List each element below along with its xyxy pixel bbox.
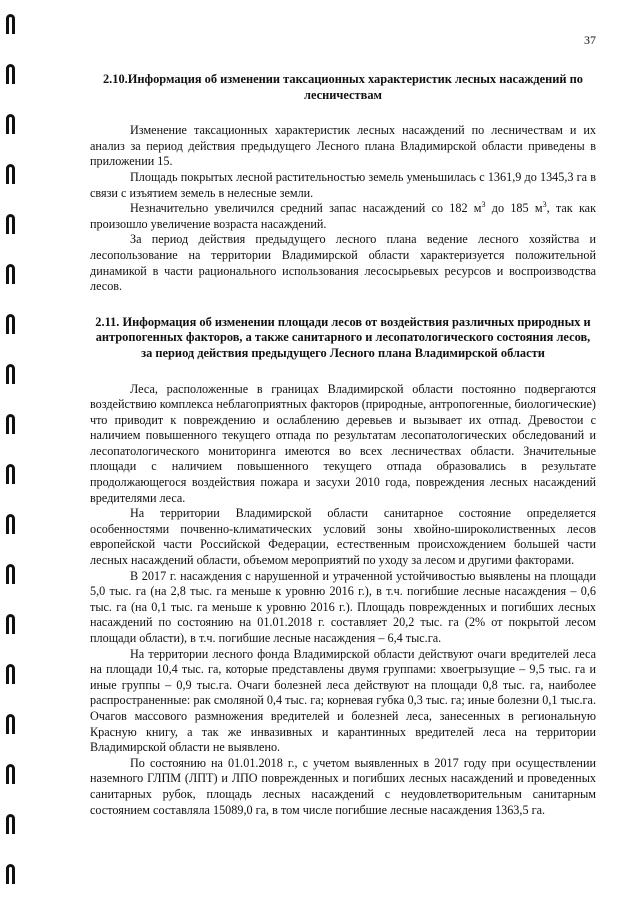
binding-ring — [6, 564, 15, 584]
binding-ring — [6, 864, 15, 884]
binding-ring — [6, 814, 15, 834]
page-number: 37 — [584, 33, 596, 47]
binding-ring — [6, 64, 15, 84]
binding-ring — [6, 464, 15, 484]
binding-ring — [6, 164, 15, 184]
binding-ring — [6, 364, 15, 384]
binding-ring — [6, 664, 15, 684]
superscript: 3 — [542, 200, 547, 210]
binding-ring — [6, 514, 15, 534]
superscript: 3 — [481, 200, 486, 210]
binding-ring — [6, 614, 15, 634]
binding-ring — [6, 114, 15, 134]
spiral-binding — [6, 0, 22, 905]
paragraph: На территории лесного фонда Владимирской области действуют очаги вредителей леса на площади 10,4 тыс. га, которые представлены двумя группами: хвоегрызущие – 9,5 тыс. га и иные группы – 0,9 тыс.га. Очаги болезней леса действуют на площади 0,8 тыс. га, наиболее распространенные: рак смоляной 0,4 тыс. га; корневая губка 0,3 тыс. га; иные болезни 0,1 тыс.га. Очагов массового размножения вредителей и болезней леса, занесенных в региональную Красную книгу, а так же инвазивных и карантинных вредителей леса на территории Владимирской области не выявлено. — [90, 646, 596, 755]
document-body — [90, 72, 596, 818]
paragraph: Леса, расположенные в границах Владимирской области постоянно подвергаются воздействию комплекса неблагоприятных факторов (природные, антропогенные, биологические) что приводит к повреждению и ослаблению деревьев и вызывает их отпад. Древостои с наличием повышенного текущего отпада по результатам лесопатологических обследований и лесопатологического мониторинга имеются во всех лесничествах области. Значительные площади с наличием повышенного текущего отпада образовались в результате продолжающегося воздействия пожара и засухи 2010 года, повреждения лесных насаждений вредителями леса. — [90, 381, 596, 505]
binding-ring — [6, 214, 15, 234]
paragraph: По состоянию на 01.01.2018 г., с учетом выявленных в 2017 году при осуществлении наземного ГЛПМ (ЛПТ) и ЛПО поврежденных и погибших лесных насаждений и проведенных санитарных рубок, площадь лесных насаждений с неудовлетворительным санитарным состоянием составляла 15089,0 га, в том числе погибшие лесные насаждения 1363,5 га. — [90, 755, 596, 817]
binding-ring — [6, 264, 15, 284]
text-run: до 185 м — [485, 201, 543, 216]
section-2-11-title: 2.11. Информация об изменении площади лесов от воздействия различных природных и антропогенных факторов, а также санитарного и лесопатологического состояния лесов, за период действия предыдущего Лесного плана Владимирской области — [95, 314, 591, 360]
binding-ring — [6, 714, 15, 734]
binding-ring — [6, 414, 15, 434]
section-2-10-title: 2.10.Информация об изменении таксационных характеристик лесных насаждений по лесничествам — [102, 72, 584, 102]
paragraph: В 2017 г. насаждения с нарушенной и утраченной устойчивостью выявлены на площади 5,0 тыс. га (на 2,8 тыс. га меньше к уровню 2016 г.), в т.ч. погибшие лесные насаждения – 0,6 тыс. га (на 0,1 тыс. га меньше к уровню 2016 г.). Площадь поврежденных и погибших лесных насаждений по состоянию на 01.01.2018 г. составляет 20,2 тыс. га (2% от покрытой лесом площади области), в т.ч. погибшие лесные насаждения – 6,4 тыс.га. — [90, 568, 596, 645]
paragraph: На территории Владимирской области санитарное состояние определяется особенностями почвенно-климатических условий зоны хвойно-широколиственных лесов европейской части Российской Федерации, естественным происхождением большей части лесных насаждений области, объемом мероприятий по уходу за лесом и другими факторами. — [90, 506, 596, 568]
paragraph: Изменение таксационных характеристик лесных насаждений по лесничествам и их анализ за период действия предыдущего Лесного плана Владимирской области приведены в приложении 15. — [90, 123, 596, 169]
binding-ring — [6, 314, 15, 334]
text-run: Незначительно увеличился средний запас насаждений со 182 м — [130, 201, 482, 216]
binding-ring — [6, 764, 15, 784]
paragraph: За период действия предыдущего лесного плана ведение лесного хозяйства и лесопользование на территории Владимирской области характеризуется положительной динамикой в части рационального использования лесосырьевых ресурсов и воспроизводства лесов. — [90, 232, 596, 294]
text-run: , так как произошло увеличение возраста насаждений. — [90, 201, 597, 231]
paragraph-stock — [90, 201, 596, 232]
binding-ring — [6, 14, 15, 34]
paragraph: Площадь покрытых лесной растительностью земель уменьшилась с 1361,9 до 1345,3 га в связи с изъятием земель в нелесные земли. — [90, 169, 596, 200]
